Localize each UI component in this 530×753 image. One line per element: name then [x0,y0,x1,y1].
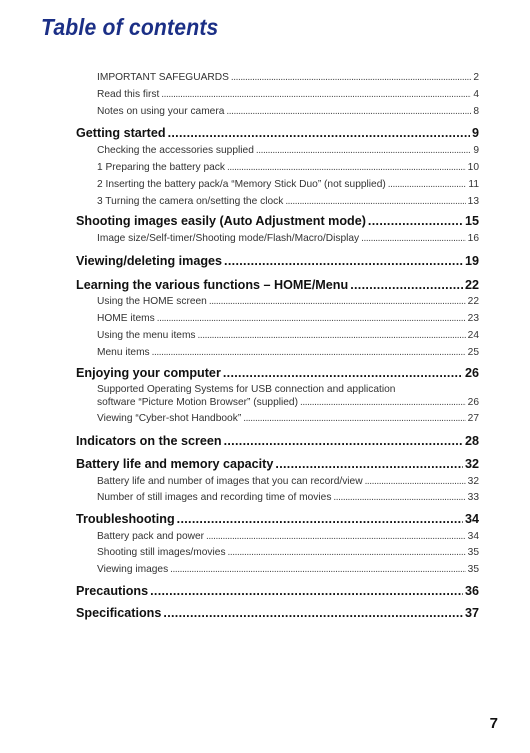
toc-entry-label: Using the menu items [97,330,196,341]
dot-leader [227,162,466,173]
toc-entry-page: 11 [468,179,479,190]
toc-entry-label: Using the HOME screen [97,296,207,307]
toc-entry[interactable] [97,162,479,173]
toc-entry[interactable] [97,179,479,190]
toc-entry-line1: Supported Operating Systems for USB connection and application [97,384,396,395]
toc-section[interactable] [76,434,479,448]
toc-entry-label: Battery pack and power [97,531,205,542]
toc-section-page: 19 [464,254,479,268]
dot-leader [157,313,466,324]
toc-entry-label: Checking the accessories supplied [97,145,254,156]
toc-entry[interactable] [97,564,479,575]
toc-entry-label: Read this first [97,89,160,100]
dot-leader [300,397,466,408]
toc-section[interactable] [76,606,479,620]
dot-leader [256,145,471,156]
toc-section[interactable] [76,366,479,380]
toc-section-page: 34 [464,512,479,526]
toc-entry[interactable] [97,313,479,324]
toc-section[interactable] [76,512,479,526]
toc-entry[interactable] [97,397,479,408]
toc-section-page: 9 [471,126,479,140]
dot-leader [170,564,465,575]
toc-entry-page: 13 [467,196,479,207]
toc-entry-label: IMPORTANT SAFEGUARDS [97,72,229,83]
toc-entry[interactable] [97,196,479,207]
toc-section[interactable] [76,254,479,268]
dot-leader [177,512,463,526]
toc-section-label: Learning the various functions – HOME/Menu [76,278,349,292]
toc-section-page: 36 [464,584,479,598]
dot-leader [333,492,465,503]
toc-entry-label: Notes on using your camera [97,106,225,117]
toc-entry[interactable] [97,476,479,487]
toc-section-page: 15 [464,214,479,228]
dot-leader [368,214,463,228]
toc-entry-label: 2 Inserting the battery pack/a “Memory Stick Duo” (not supplied) [97,179,386,190]
toc-entry-label: Viewing “Cyber-shot Handbook” [97,413,242,424]
toc-entry[interactable] [97,145,479,156]
dot-leader [206,531,466,542]
toc-entry-label: HOME items [97,313,155,324]
toc-entry-label: Image size/Self-timer/Shooting mode/Flash/Macro/Display [97,233,360,244]
toc-section[interactable] [76,584,479,598]
dot-leader [231,72,471,83]
toc-section[interactable] [76,457,479,471]
dot-leader [243,413,465,424]
dot-leader [226,106,471,117]
dot-leader [224,254,463,268]
toc-entry[interactable] [97,296,479,307]
toc-entry-page: 16 [467,233,479,244]
toc-entry-page: 2 [473,72,479,83]
toc-section-label: Shooting images easily (Auto Adjustment mode) [76,214,366,228]
toc-section-label: Getting started [76,126,166,140]
toc-section-page: 37 [464,606,479,620]
toc-section-label: Battery life and memory capacity [76,457,274,471]
dot-leader [223,366,463,380]
dot-leader [209,296,466,307]
toc-section-label: Troubleshooting [76,512,175,526]
toc-entry-page: 23 [467,313,479,324]
toc-section[interactable] [76,214,479,228]
page-number: 7 [489,715,498,732]
toc-section-label: Viewing/deleting images [76,254,223,268]
dot-leader [285,196,465,207]
toc-entry-page: 8 [473,106,479,117]
toc-entry-label: Viewing images [97,564,169,575]
toc-entry-label: Menu items [97,347,150,358]
dot-leader [163,606,463,620]
dot-leader [168,126,470,140]
toc-section-page: 32 [464,457,479,471]
dot-leader [224,434,463,448]
toc-entry[interactable] [97,531,479,542]
toc-section-label: Precautions [76,584,149,598]
toc-entry-page: 35 [467,547,479,558]
toc-entry[interactable] [97,547,479,558]
dot-leader [198,330,466,341]
toc-section-page: 22 [464,278,479,292]
toc-entry[interactable] [97,347,479,358]
toc-entry-label: software “Picture Motion Browser” (supplied) [97,397,298,408]
dot-leader [388,179,467,190]
toc-entry[interactable] [97,233,479,244]
toc-entry-page: 24 [467,330,479,341]
toc-entry-page: 25 [467,347,479,358]
toc-entry[interactable] [97,72,479,83]
toc-section-label: Enjoying your computer [76,366,221,380]
toc-entry-page: 32 [467,476,479,487]
dot-leader [361,233,466,244]
toc-section[interactable] [76,126,479,140]
toc-entry-label: 3 Turning the camera on/setting the clock [97,196,284,207]
toc-entry-page: 4 [473,89,479,100]
toc-entry-page: 34 [467,531,479,542]
toc-entry-page: 27 [467,413,479,424]
toc-section-page: 26 [464,366,479,380]
dot-leader [365,476,466,487]
toc-entry-label: Number of still images and recording time of movies [97,492,332,503]
toc-entry-label: Shooting still images/movies [97,547,226,558]
toc-entry[interactable] [97,330,479,341]
toc-entry[interactable] [97,492,479,503]
dot-leader [350,278,463,292]
toc-section-page: 28 [464,434,479,448]
toc-entry-page: 10 [467,162,479,173]
toc-entry-page: 22 [467,296,479,307]
dot-leader [161,89,471,100]
toc-entry-page: 26 [467,397,479,408]
toc-entry[interactable] [97,106,479,117]
toc-entry-page: 33 [467,492,479,503]
toc-entry[interactable] [97,89,479,100]
dot-leader [152,347,466,358]
toc-entry-page: 9 [473,145,479,156]
toc-section-label: Indicators on the screen [76,434,222,448]
toc-section-label: Specifications [76,606,162,620]
toc-entry[interactable] [97,413,479,424]
dot-leader [275,457,463,471]
dot-leader [150,584,463,598]
dot-leader [228,547,466,558]
toc-entry-page: 35 [467,564,479,575]
page-title: Table of contents [41,14,219,40]
toc-section[interactable] [76,278,479,292]
toc-entry-label: Battery life and number of images that you can record/view [97,476,363,487]
toc-entry-label: 1 Preparing the battery pack [97,162,225,173]
